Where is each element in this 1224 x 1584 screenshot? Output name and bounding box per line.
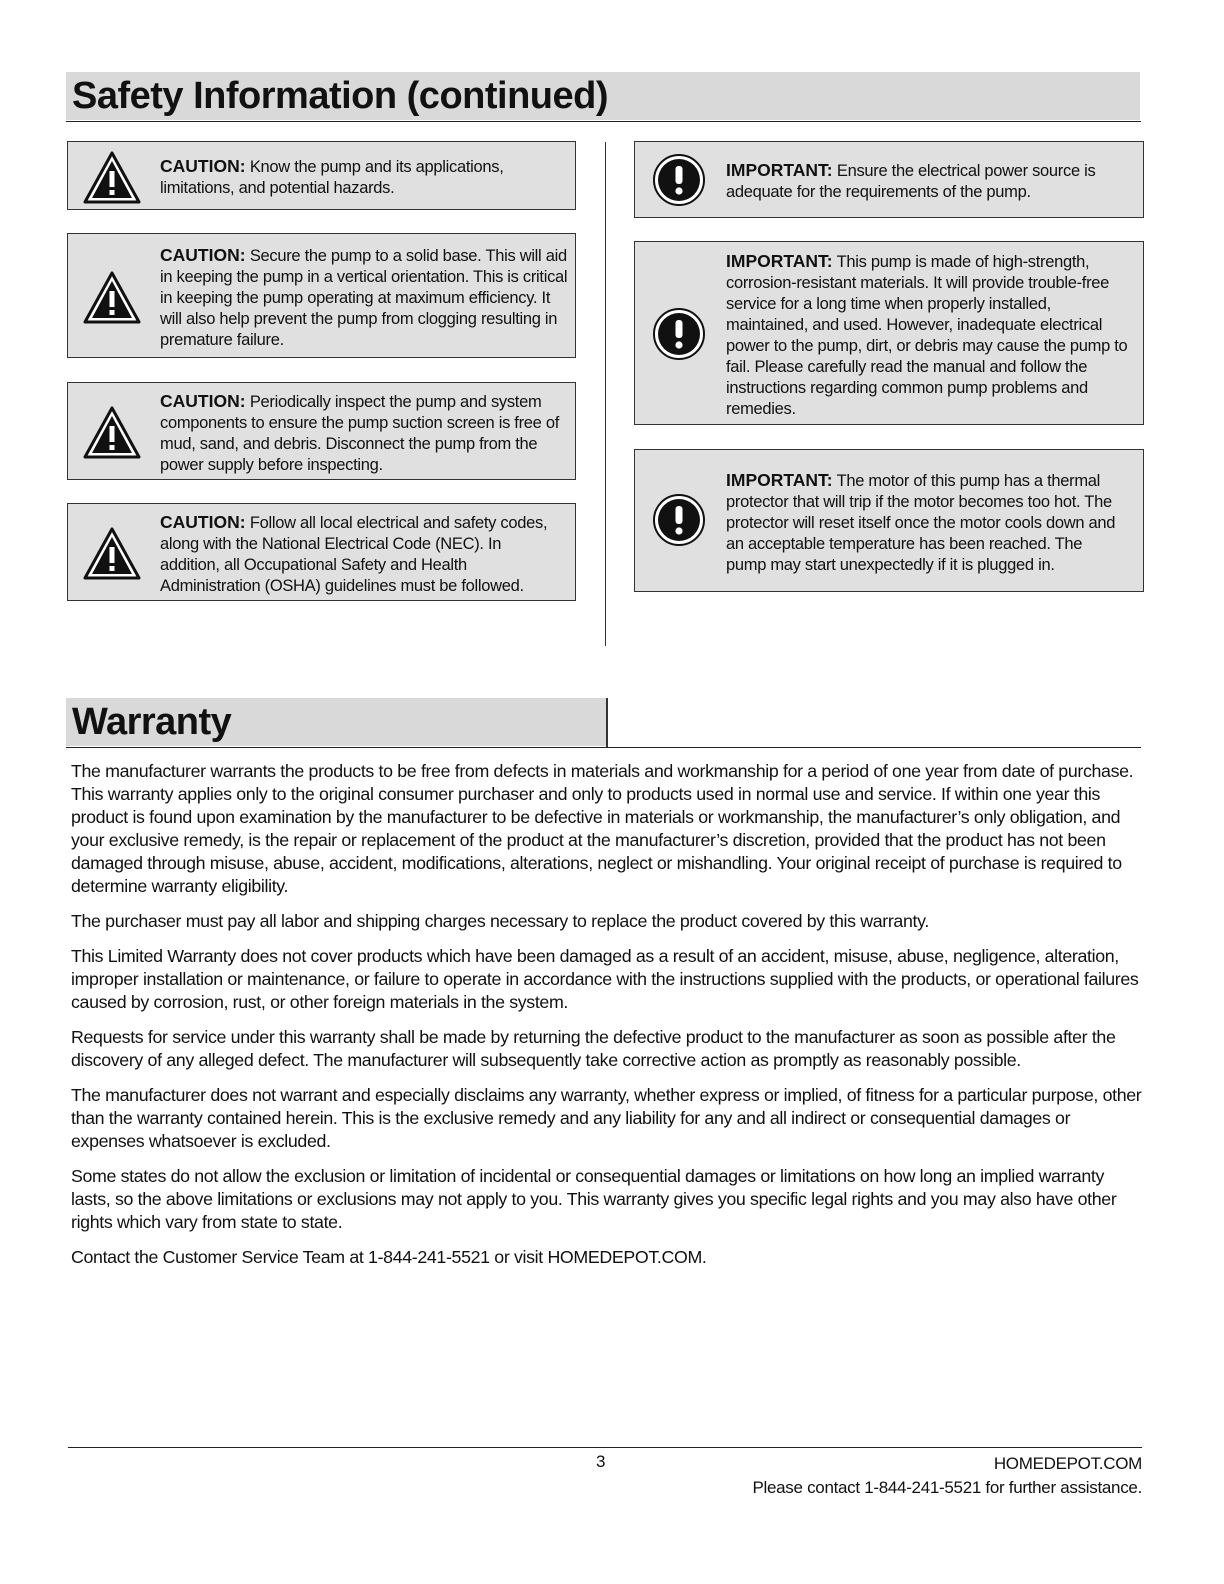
- warning-triangle-icon: [82, 526, 142, 582]
- warning-triangle-icon: [82, 270, 142, 326]
- warranty-section-title: Warranty: [66, 698, 606, 746]
- important-notice-1: [634, 141, 1144, 218]
- warning-triangle-icon: [82, 405, 142, 461]
- warranty-paragraph: The manufacturer does not warrant and especially disclaims any warranty, whether express or implied, of fitness for a particular purpose, other than the warranty contained herein. This is the exclusive remedy and any liability for any and all indirect or consequential damages or expenses whatsoever is excluded.: [71, 1085, 1142, 1151]
- caution-notice-4: [67, 503, 576, 601]
- caution-text: Periodically inspect the pump and system components to ensure the pump suction screen is free of mud, sand, and debris. Disconnect the pump from the power supply before inspecting.: [160, 393, 559, 474]
- caution-text: Follow all local electrical and safety codes, along with the National Electrical Code (NEC). In addition, all Occupational Safety and Health Administration (OSHA) guidelines must be followed.: [160, 514, 548, 595]
- caution-label: CAUTION:: [160, 391, 246, 411]
- warranty-contact: Contact the Customer Service Team at 1-844-241-5521 or visit HOMEDEPOT.COM.: [71, 1247, 707, 1267]
- caution-notice-3: [67, 382, 576, 480]
- warranty-paragraph: This Limited Warranty does not cover products which have been damaged as a result of an accident, misuse, abuse, negligence, alteration, improper installation or maintenance, or failure to operate in accordance with the instructions supplied with the products, or operational failures caused by corrosion, rust, or other foreign materials in the system.: [71, 946, 1139, 1012]
- important-label: IMPORTANT:: [726, 470, 833, 490]
- footer-rule: [68, 1447, 1142, 1448]
- column-divider: [605, 142, 606, 646]
- warranty-body: [71, 760, 1146, 1281]
- warranty-title-divider: [606, 698, 608, 747]
- exclamation-circle-icon: [649, 306, 709, 362]
- important-text: The motor of this pump has a thermal protector that will trip if the motor becomes too hot. The protector will reset itself once the motor cools down and an acceptable temperature has been reached. The pump may start unexpectedly if it is plugged in.: [726, 472, 1116, 574]
- important-notice-3: [634, 449, 1144, 592]
- warranty-paragraph: Some states do not allow the exclusion or limitation of incidental or consequential damages or limitations on how long an implied warranty lasts, so the above limitations or exclusions may not apply to you. This warranty gives you specific legal rights and you may also have other rights which vary from state to state.: [71, 1166, 1117, 1232]
- warranty-title-rule: [66, 747, 1141, 748]
- caution-label: CAUTION:: [160, 156, 246, 176]
- important-text: This pump is made of high-strength, corrosion-resistant materials. It will provide trouble-free service for a long time when properly installed, maintained, and used. However, inadequate electrical power to the pump, dirt, or debris may cause the pump to fail. Please carefully read the manual and follow the instructions regarding common pump problems and remedies.: [726, 253, 1128, 418]
- exclamation-circle-icon: [649, 492, 709, 548]
- warranty-paragraph: The manufacturer warrants the products to be free from defects in materials and workmanship for a period of one year from date of purchase. This warranty applies only to the original consumer purchaser and only to products used in normal use and service. If within one year this product is found upon examination by the manufacturer to be defective in materials or workmanship, the manufacturer’s only obligation, and your exclusive remedy, is the repair or replacement of the product at the manufacturer’s discretion, provided that the product has not been damaged through misuse, abuse, accident, modifications, alterations, neglect or mishandling. Your original receipt of purchase is required to determine warranty eligibility.: [71, 761, 1134, 896]
- footer-contact-block: [752, 1452, 1142, 1500]
- important-label: IMPORTANT:: [726, 160, 833, 180]
- important-label: IMPORTANT:: [726, 251, 833, 271]
- safety-title-rule: [66, 121, 1141, 122]
- safety-section-title: Safety Information (continued): [66, 72, 1140, 120]
- exclamation-circle-icon: [649, 152, 709, 208]
- warranty-paragraph: The purchaser must pay all labor and shipping charges necessary to replace the product covered by this warranty.: [71, 911, 929, 931]
- important-text: Ensure the electrical power source is adequate for the requirements of the pump.: [726, 162, 1096, 201]
- warning-triangle-icon: [82, 150, 142, 206]
- caution-notice-1: [67, 141, 576, 210]
- footer-site: HOMEDEPOT.COM: [993, 1454, 1142, 1473]
- caution-notice-2: [67, 233, 576, 358]
- caution-text: Know the pump and its applications, limitations, and potential hazards.: [160, 158, 504, 197]
- caution-label: CAUTION:: [160, 245, 246, 265]
- caution-text: Secure the pump to a solid base. This will aid in keeping the pump in a vertical orientation. This is critical in keeping the pump operating at maximum efficiency. It will also help prevent the pump from clogging resulting in premature failure.: [160, 247, 568, 349]
- page-number: 3: [596, 1452, 606, 1471]
- caution-label: CAUTION:: [160, 512, 246, 532]
- important-notice-2: [634, 241, 1144, 425]
- footer-contact: Please contact 1-844-241-5521 for further assistance.: [752, 1478, 1142, 1497]
- warranty-paragraph: Requests for service under this warranty shall be made by returning the defective product to the manufacturer as soon as possible after the discovery of any alleged defect. The manufacturer will subsequently take corrective action as promptly as reasonably possible.: [71, 1027, 1116, 1070]
